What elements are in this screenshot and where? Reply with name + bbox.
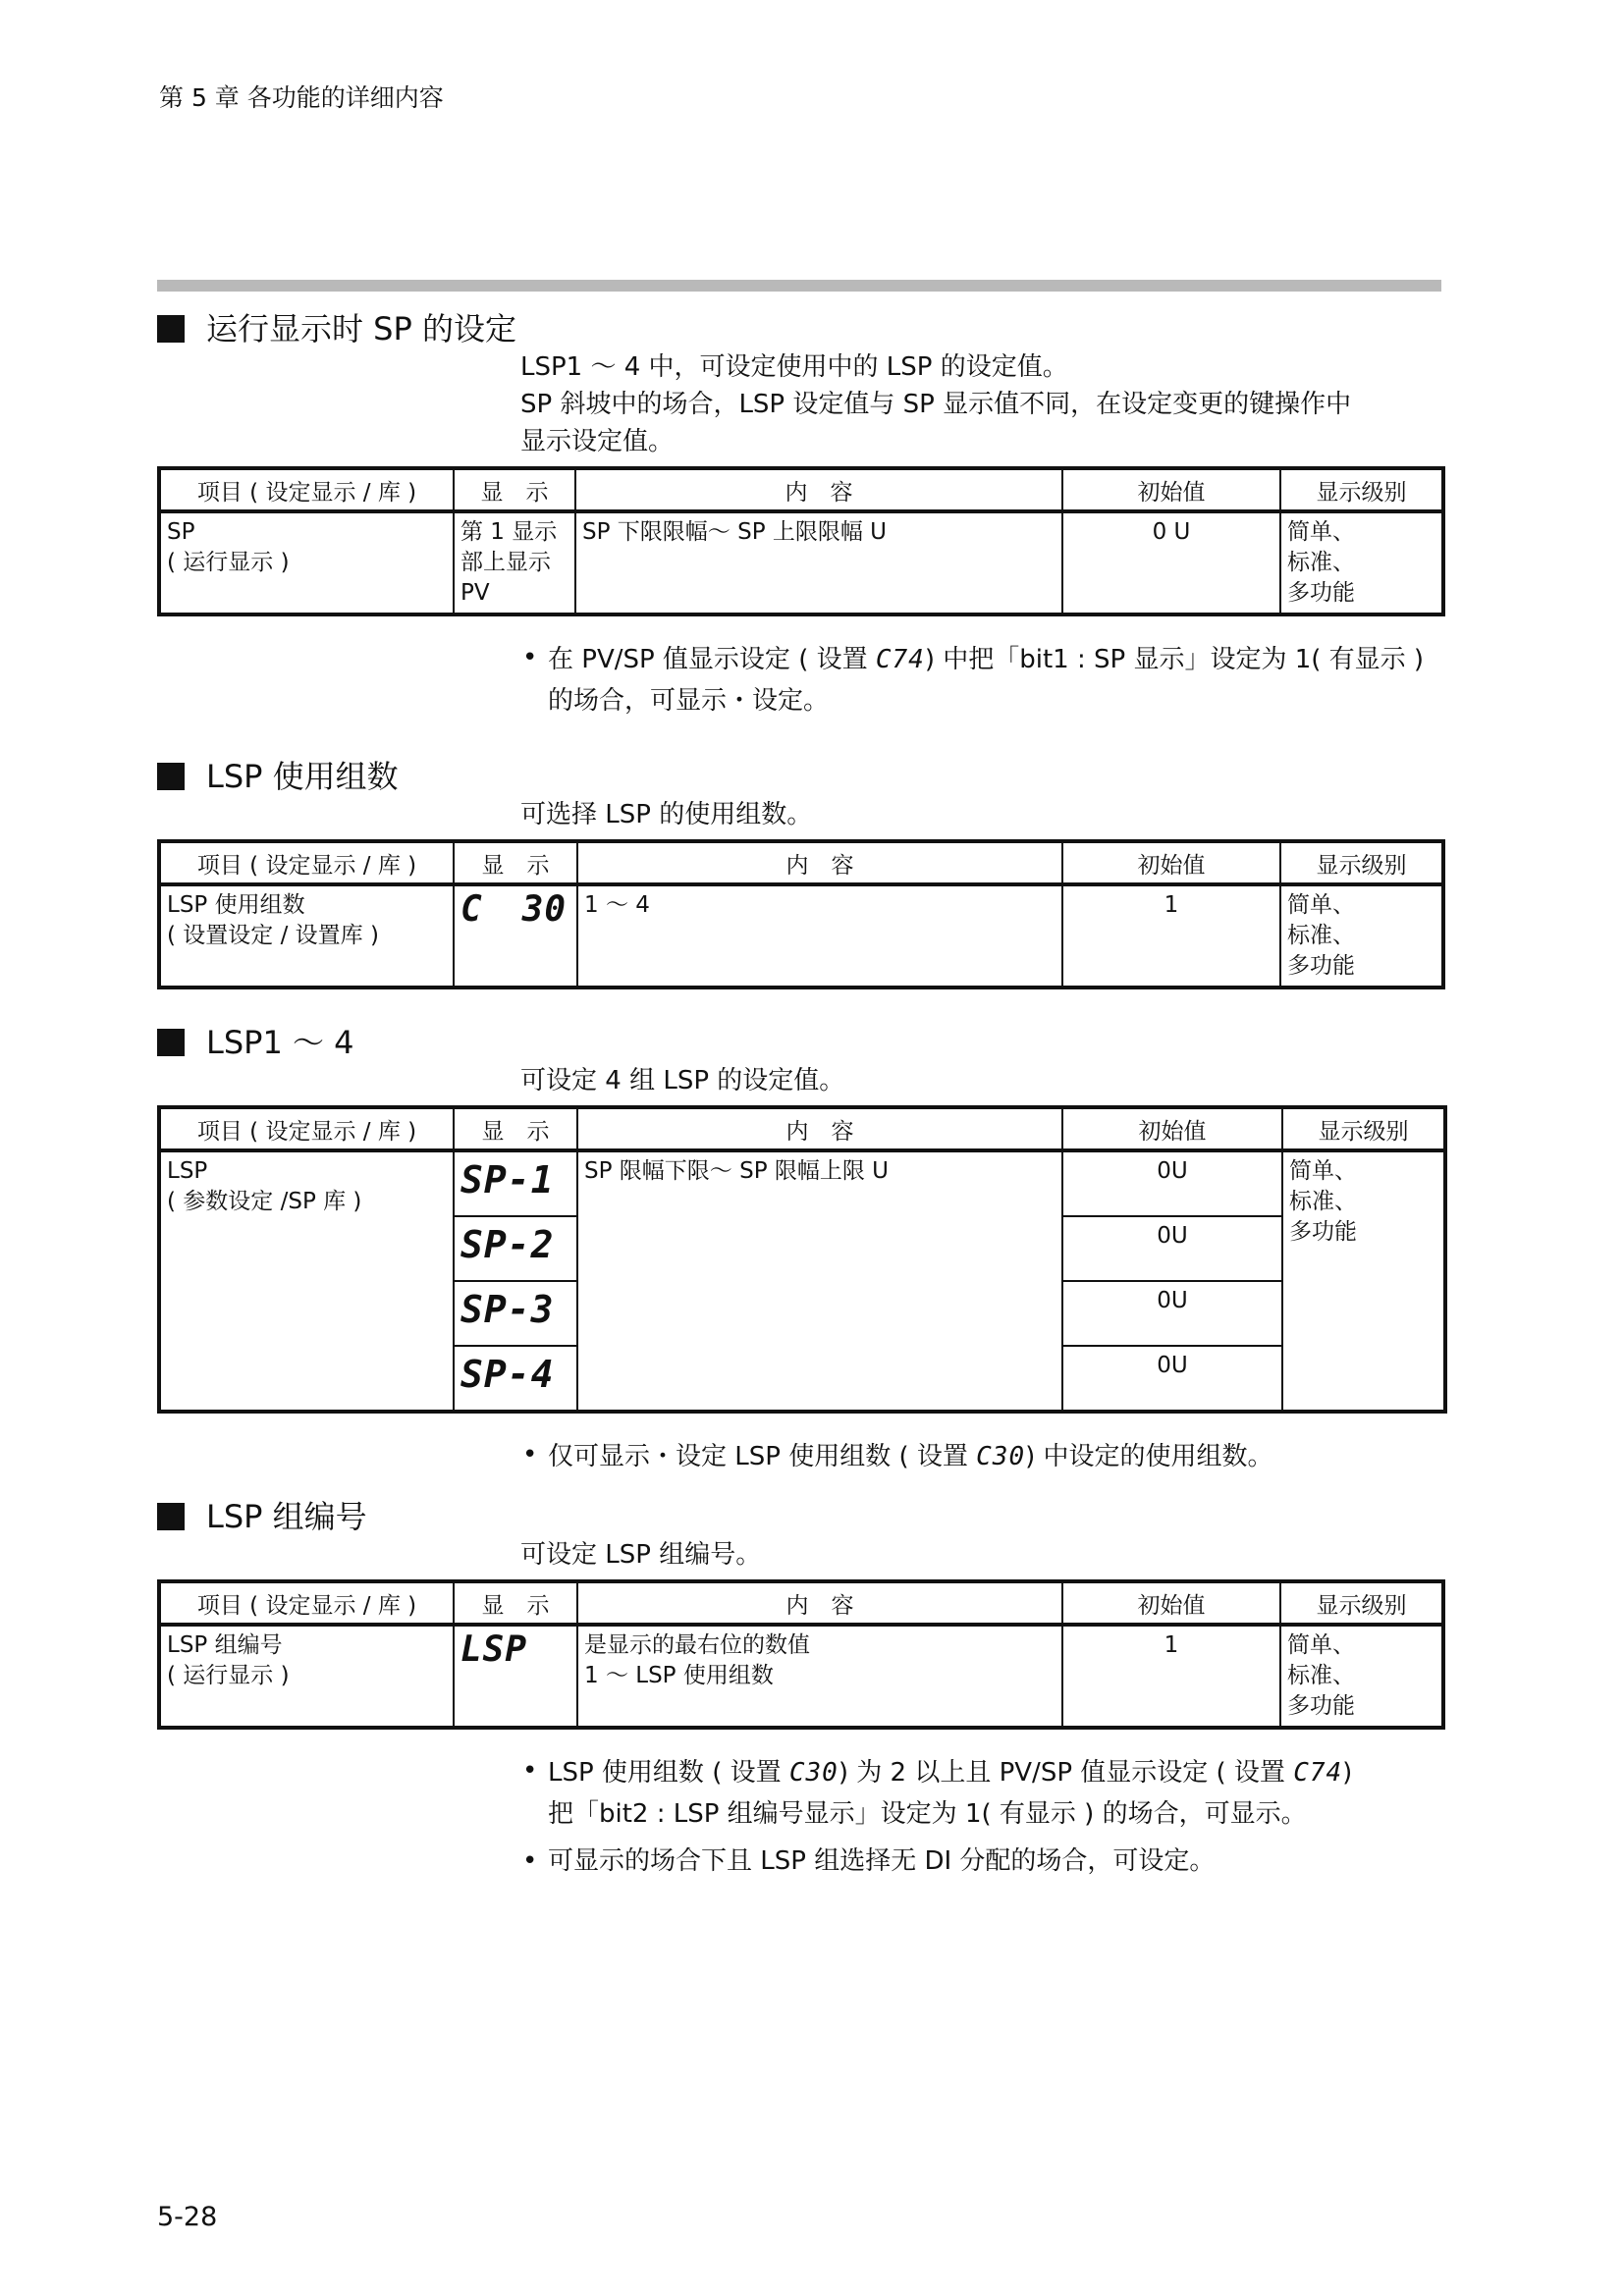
square-bullet-icon <box>157 763 185 790</box>
item-cell: SP ( 运行显示 ) <box>159 511 454 614</box>
item-cell: LSP ( 参数设定 /SP 库 ) <box>159 1150 454 1412</box>
section-intro: 可选择 LSP 的使用组数。 <box>520 800 813 829</box>
parameter-table <box>157 839 1445 989</box>
section-intro: 可设定 4 组 LSP 的设定值。 <box>520 1066 845 1095</box>
lcd-display: SP-4 <box>460 1353 555 1396</box>
header-content: 内 容 <box>577 1107 1062 1150</box>
initial-cell: 0U <box>1062 1216 1282 1281</box>
display-cell <box>454 884 577 988</box>
section-lsp1-4 <box>157 1023 1443 1478</box>
lcd-display: SP-3 <box>460 1288 555 1331</box>
content-cell: SP 限幅下限～ SP 限幅上限 U <box>577 1150 1062 1412</box>
parameter-table <box>157 1579 1445 1730</box>
section-divider <box>157 280 1441 292</box>
header-content: 内 容 <box>577 841 1062 884</box>
header-item: 项目 ( 设定显示 / 库 ) <box>159 1581 454 1625</box>
note: • LSP 使用组数 ( 设置 C30) 为 2 以上且 PV/SP 值显示设定 ( 设置 C74) 把「bit2 : LSP 组编号显示」设定为 1( 有显示 ) 的场合，可显示。 <box>522 1751 1443 1834</box>
initial-cell: 0U <box>1062 1281 1282 1346</box>
display-cell <box>454 1216 577 1281</box>
level-cell: 简单、 标准、 多功能 <box>1280 1625 1443 1728</box>
section-lsp-group-number <box>157 1497 1443 1881</box>
section-title: LSP 使用组数 <box>157 757 1443 796</box>
display-cell <box>454 1150 577 1216</box>
parameter-table <box>157 466 1445 616</box>
header-display: 显 示 <box>454 841 577 884</box>
bullet-icon: • <box>522 1756 538 1786</box>
level-cell: 简单、 标准、 多功能 <box>1280 884 1443 988</box>
initial-cell: 0 U <box>1062 511 1280 614</box>
section-lsp-count <box>157 757 1443 989</box>
table-row <box>159 511 1443 614</box>
section-intro: LSP1 ～ 4 中，可设定使用中的 LSP 的设定值。 SP 斜坡中的场合，LSP 设定值与 SP 显示值不同，在设定变更的键操作中 显示设定值。 <box>520 352 1352 456</box>
content-cell: 是显示的最右位的数值 1 ～ LSP 使用组数 <box>577 1625 1062 1728</box>
lcd-display: LSP <box>460 1629 528 1670</box>
display-cell <box>454 1281 577 1346</box>
section-title: LSP1 ～ 4 <box>157 1023 1443 1062</box>
section-title: 运行显示时 SP 的设定 <box>157 309 1443 348</box>
lcd-display: C <box>460 889 483 930</box>
note: • 仅可显示・设定 LSP 使用组数 ( 设置 C30) 中设定的使用组数。 <box>522 1435 1443 1478</box>
setup-code: C74 <box>875 645 925 674</box>
initial-cell: 1 <box>1062 1625 1280 1728</box>
content-cell: SP 下限限幅～ SP 上限限幅 U <box>575 511 1062 614</box>
table-row <box>159 884 1443 988</box>
header-content: 内 容 <box>577 1581 1062 1625</box>
bullet-icon: • <box>522 643 538 672</box>
parameter-table <box>157 1105 1447 1414</box>
item-cell: LSP 组编号 ( 运行显示 ) <box>159 1625 454 1728</box>
header-initial: 初始值 <box>1062 1581 1280 1625</box>
display-cell: 第 1 显示 部上显示 PV <box>454 511 575 614</box>
section-sp-setting <box>157 309 1443 721</box>
header-level: 显示级别 <box>1280 1581 1443 1625</box>
setup-code: C30 <box>976 1442 1026 1471</box>
setup-code: C74 <box>1293 1758 1343 1788</box>
initial-cell: 1 <box>1062 884 1280 988</box>
table-header-row <box>159 1581 1443 1625</box>
table-header-row <box>159 841 1443 884</box>
note: • 在 PV/SP 值显示设定 ( 设置 C74) 中把「bit1 : SP 显示」设定为 1( 有显示 ) 的场合，可显示・设定。 <box>522 638 1443 721</box>
header-level: 显示级别 <box>1280 841 1443 884</box>
section-intro: 可设定 LSP 组编号。 <box>520 1540 762 1570</box>
level-cell: 简单、 标准、 多功能 <box>1280 511 1443 614</box>
header-display: 显 示 <box>454 1107 577 1150</box>
initial-cell: 0U <box>1062 1150 1282 1216</box>
lcd-display: SP-2 <box>460 1223 555 1266</box>
section-title: LSP 组编号 <box>157 1497 1443 1536</box>
table-row <box>159 1150 1445 1216</box>
bullet-icon: • <box>522 1846 538 1876</box>
header-initial: 初始值 <box>1062 1107 1282 1150</box>
setup-code: C30 <box>788 1758 839 1788</box>
bullet-icon: • <box>522 1440 538 1469</box>
chapter-header: 第 5 章 各功能的详细内容 <box>159 83 444 112</box>
display-cell <box>454 1346 577 1412</box>
header-display: 显 示 <box>454 468 575 511</box>
note: • 可显示的场合下且 LSP 组选择无 DI 分配的场合，可设定。 <box>522 1842 1443 1881</box>
header-level: 显示级别 <box>1280 468 1443 511</box>
header-content: 内 容 <box>575 468 1062 511</box>
page-number: 5-28 <box>157 2202 218 2232</box>
table-header-row <box>159 1107 1445 1150</box>
header-item: 项目 ( 设定显示 / 库 ) <box>159 841 454 884</box>
table-row <box>159 1625 1443 1728</box>
header-level: 显示级别 <box>1282 1107 1445 1150</box>
header-initial: 初始值 <box>1062 841 1280 884</box>
header-display: 显 示 <box>454 1581 577 1625</box>
lcd-display: SP-1 <box>460 1158 555 1201</box>
table-header-row <box>159 468 1443 511</box>
square-bullet-icon <box>157 1029 185 1056</box>
header-initial: 初始值 <box>1062 468 1280 511</box>
header-item: 项目 ( 设定显示 / 库 ) <box>159 468 454 511</box>
header-item: 项目 ( 设定显示 / 库 ) <box>159 1107 454 1150</box>
item-cell: LSP 使用组数 ( 设置设定 / 设置库 ) <box>159 884 454 988</box>
square-bullet-icon <box>157 1503 185 1530</box>
lcd-display: 30 <box>521 889 568 930</box>
square-bullet-icon <box>157 315 185 343</box>
display-cell <box>454 1625 577 1728</box>
content-cell: 1 ～ 4 <box>577 884 1062 988</box>
level-cell: 简单、 标准、 多功能 <box>1282 1150 1445 1412</box>
initial-cell: 0U <box>1062 1346 1282 1412</box>
